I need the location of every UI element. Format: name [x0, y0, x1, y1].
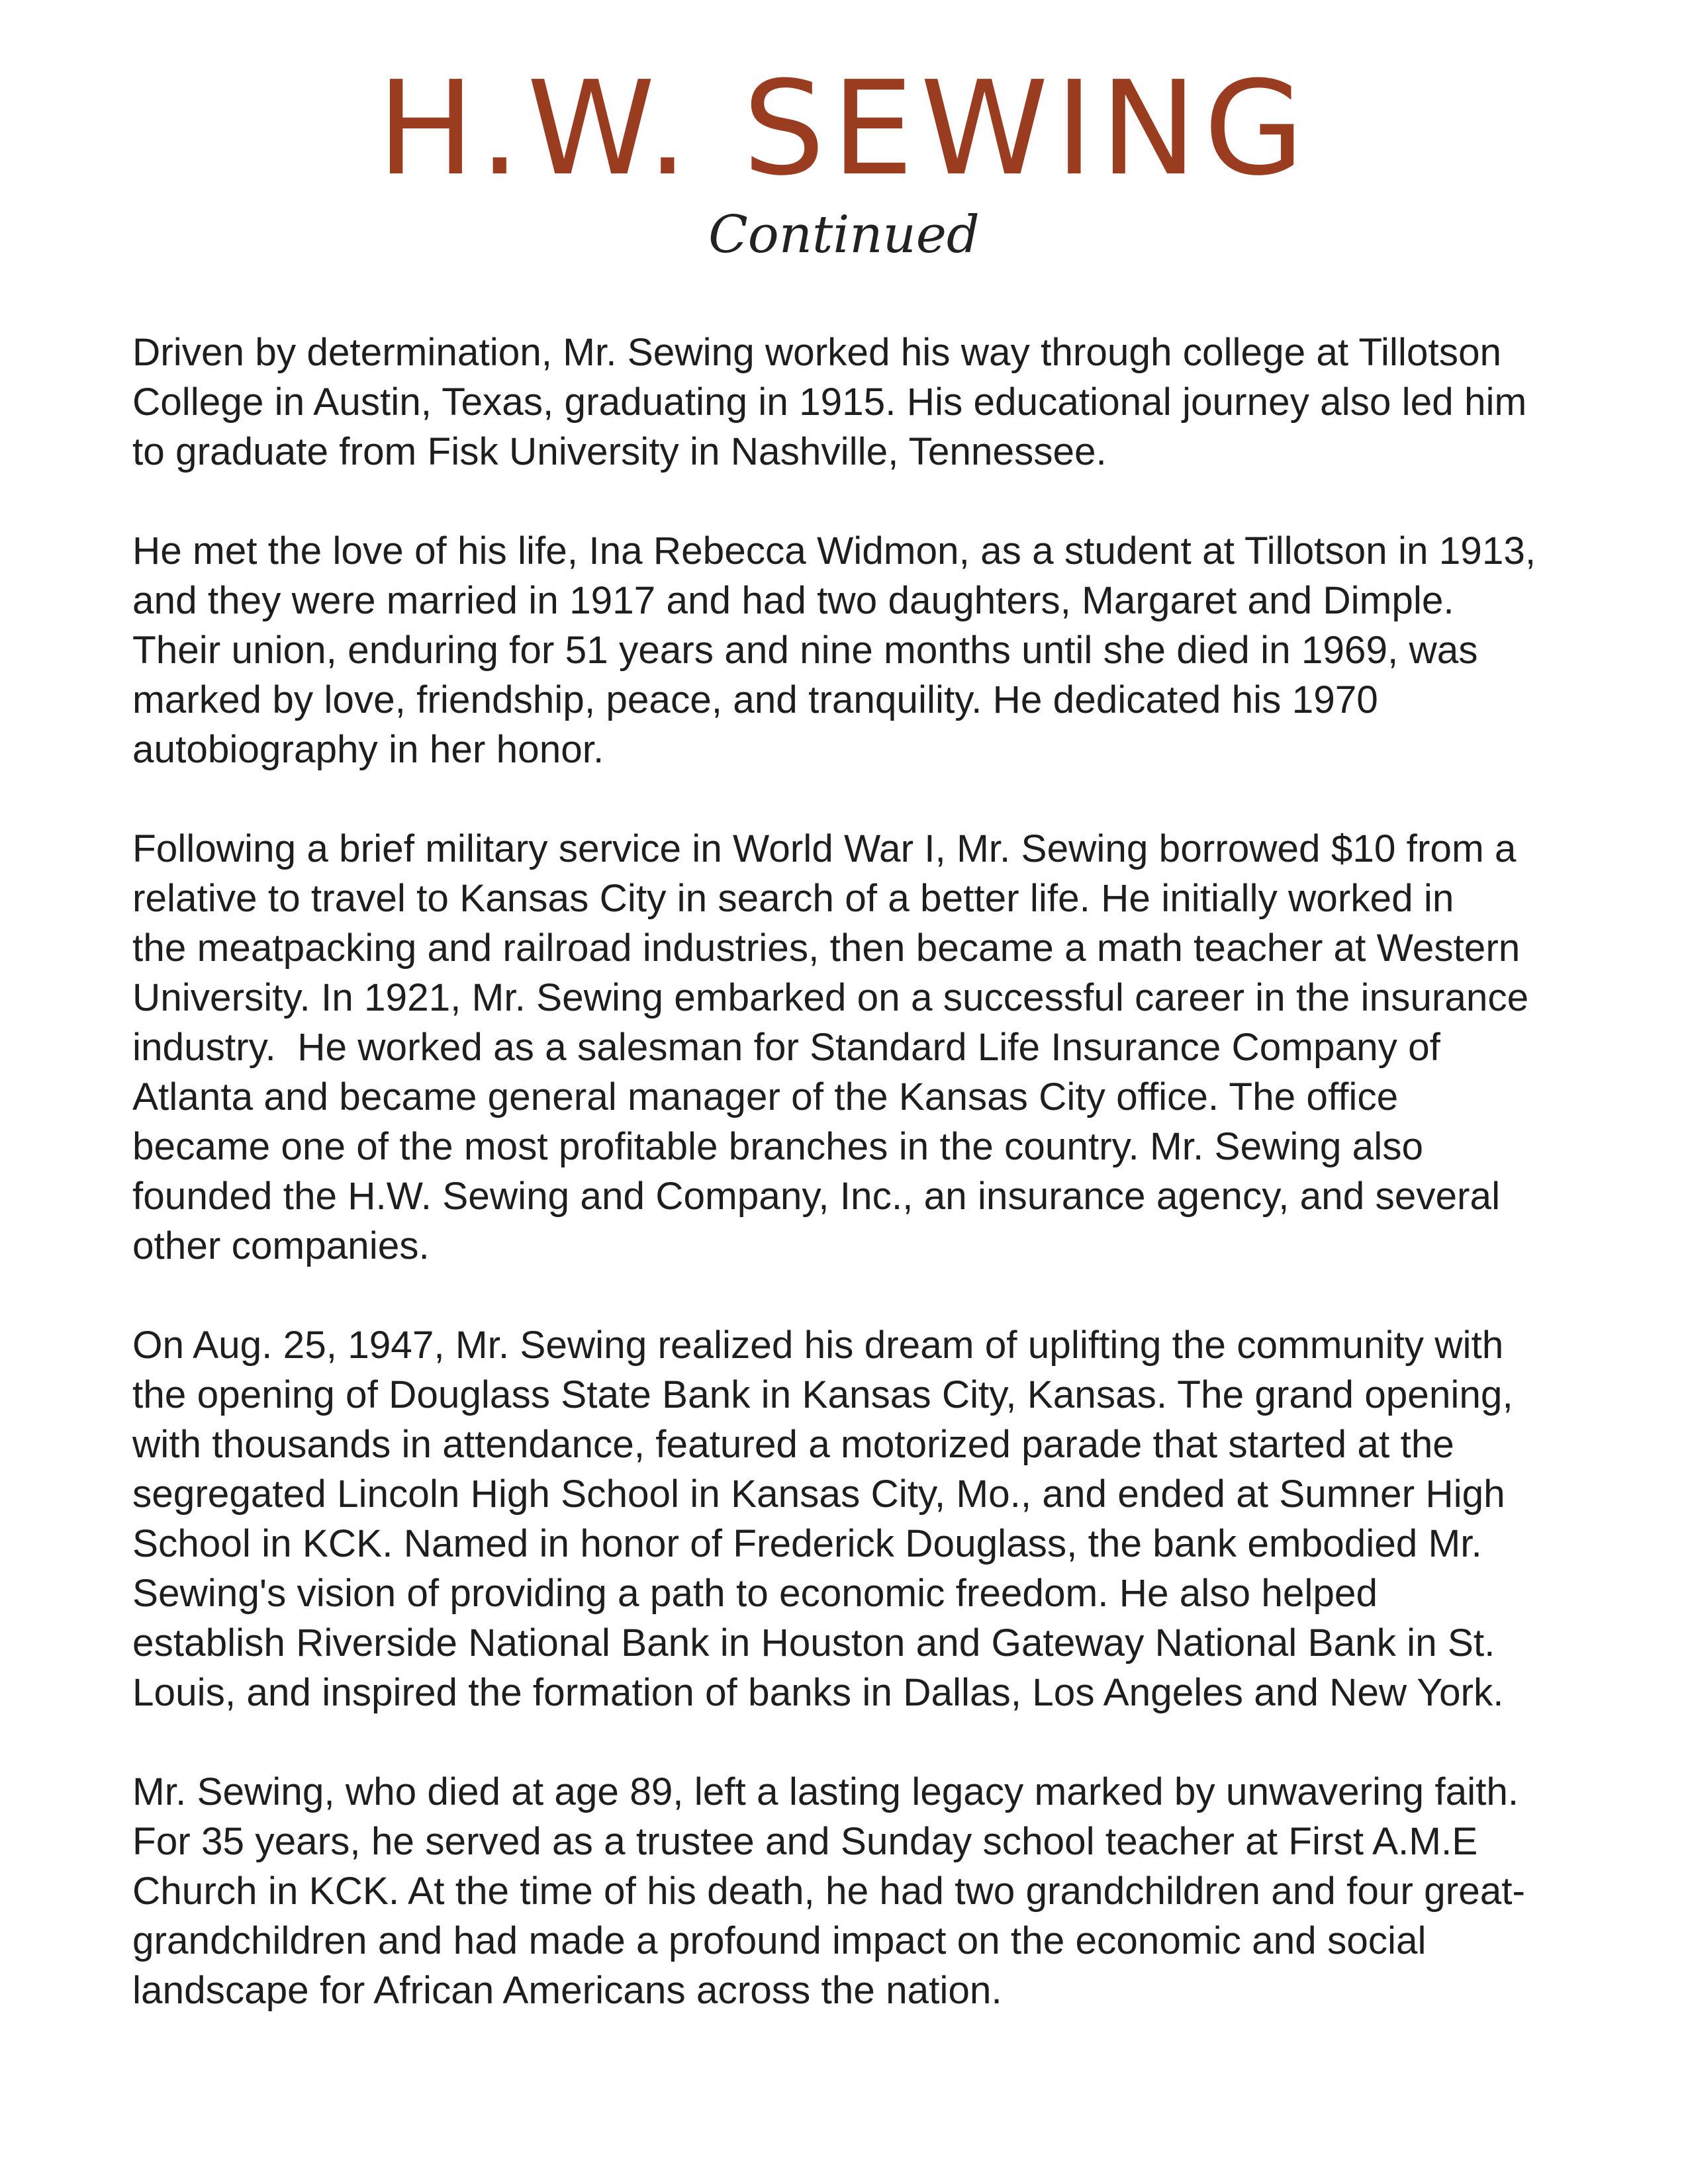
paragraph-line: For 35 years, he served as a trustee and Sunday school teacher at First A.M.E — [132, 1820, 1478, 1863]
paragraph-4 — [132, 1320, 1602, 1717]
article-body — [132, 328, 1602, 2065]
paragraph-line: the opening of Douglass State Bank in Kansas City, Kansas. The grand opening, — [132, 1373, 1513, 1416]
paragraph-line: Their union, enduring for 51 years and nine months until she died in 1969, was — [132, 629, 1478, 672]
paragraph-line: Driven by determination, Mr. Sewing worked his way through college at Tillotson — [132, 331, 1502, 374]
paragraph-line: University. In 1921, Mr. Sewing embarked on a successful career in the insurance — [132, 976, 1529, 1019]
paragraph-line: the meatpacking and railroad industries, then became a math teacher at Western — [132, 927, 1521, 970]
paragraph-line: industry. He worked as a salesman for Standard Life Insurance Company of — [132, 1026, 1440, 1069]
paragraph-line: Atlanta and became general manager of the Kansas City office. The office — [132, 1075, 1399, 1118]
paragraph-line: Following a brief military service in World War I, Mr. Sewing borrowed $10 from a — [132, 827, 1517, 870]
paragraph-line: He met the love of his life, Ina Rebecca Widmon, as a student at Tillotson in 1913, — [132, 529, 1536, 572]
paragraph-line: Church in KCK. At the time of his death, he had two grandchildren and four great- — [132, 1870, 1525, 1913]
paragraph-line: founded the H.W. Sewing and Company, Inc., an insurance agency, and several — [132, 1175, 1501, 1218]
paragraph-line: marked by love, friendship, peace, and tranquility. He dedicated his 1970 — [132, 678, 1378, 721]
paragraph-line: School in KCK. Named in honor of Frederick Douglass, the bank embodied Mr. — [132, 1522, 1482, 1565]
page-subtitle: Continued — [708, 205, 980, 265]
paragraph-2 — [132, 526, 1602, 774]
paragraph-line: establish Riverside National Bank in Houston and Gateway National Bank in St. — [132, 1621, 1495, 1664]
paragraph-5 — [132, 1767, 1602, 2015]
paragraph-line: Louis, and inspired the formation of banks in Dallas, Los Angeles and New York. — [132, 1671, 1504, 1714]
paragraph-line: other companies. — [132, 1224, 430, 1267]
paragraph-line: landscape for African Americans across the nation. — [132, 1969, 1002, 2012]
page-title: H.W. SEWING — [377, 54, 1311, 205]
paragraph-3 — [132, 824, 1602, 1271]
paragraph-line: College in Austin, Texas, graduating in 1915. His educational journey also led him — [132, 381, 1527, 424]
paragraph-line: Mr. Sewing, who died at age 89, left a lasting legacy marked by unwavering faith. — [132, 1770, 1519, 1813]
paragraph-line: autobiography in her honor. — [132, 728, 604, 771]
paragraph-line: grandchildren and had made a profound impact on the economic and social — [132, 1919, 1427, 1962]
paragraph-line: and they were married in 1917 and had two daughters, Margaret and Dimple. — [132, 579, 1454, 622]
paragraph-line: relative to travel to Kansas City in search of a better life. He initially worked in — [132, 877, 1454, 920]
paragraph-line: On Aug. 25, 1947, Mr. Sewing realized his dream of uplifting the community with — [132, 1324, 1504, 1367]
paragraph-line: segregated Lincoln High School in Kansas City, Mo., and ended at Sumner High — [132, 1473, 1505, 1516]
paragraph-line: Sewing's vision of providing a path to economic freedom. He also helped — [132, 1572, 1378, 1615]
paragraph-line: to graduate from Fisk University in Nashville, Tennessee. — [132, 430, 1107, 473]
paragraph-line: with thousands in attendance, featured a motorized parade that started at the — [132, 1423, 1454, 1466]
paragraph-line: became one of the most profitable branches in the country. Mr. Sewing also — [132, 1125, 1423, 1168]
paragraph-1 — [132, 328, 1602, 477]
